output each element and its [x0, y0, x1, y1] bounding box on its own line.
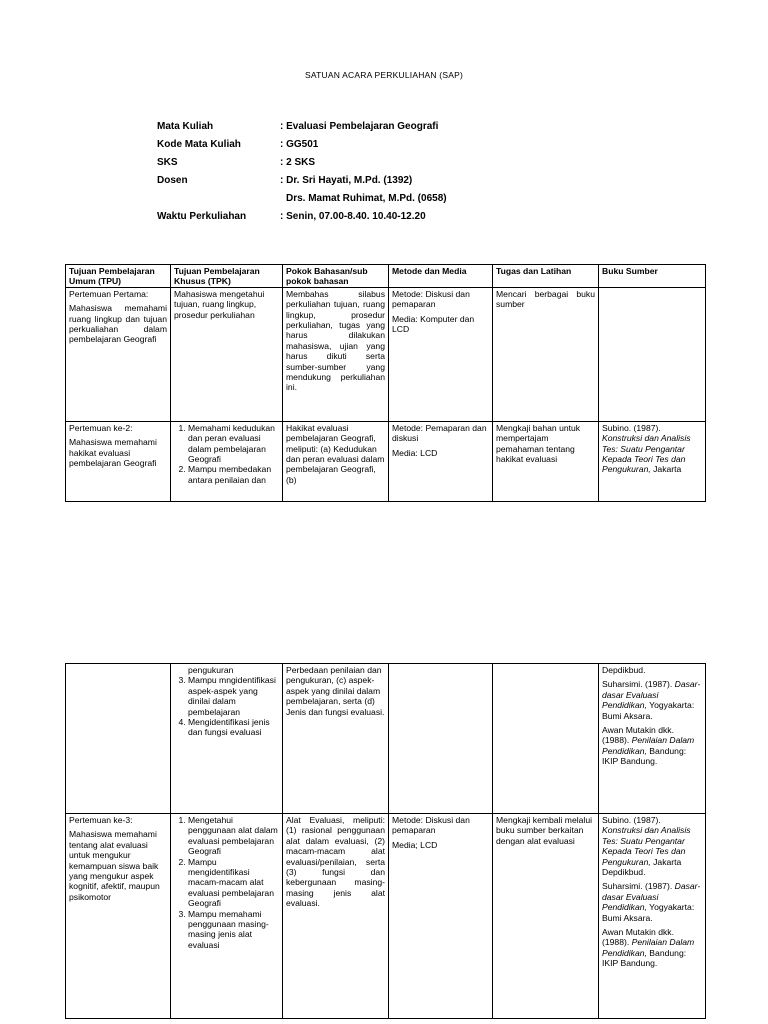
- row3-buku-1: Depdikbud.: [602, 665, 646, 675]
- row4-metode-1: Metode: Diskusi dan pemaparan: [392, 815, 470, 836]
- mata-kuliah-label: Mata Kuliah: [157, 121, 214, 132]
- row4-tpu-body: Mahasiswa memahami tentang alat evaluasi untuk mengukur kemampuan siswa baik yang mengukur aspek kognitif, afektif, maupun psikomotor: [69, 829, 160, 902]
- row1-tugas: Mencari berbagai buku sumber: [493, 287, 599, 421]
- dosen-value-2: Drs. Mamat Ruhimat, M.Pd. (0658): [286, 193, 447, 204]
- header-metode: Metode dan Media: [389, 265, 493, 288]
- row4-tpk-item-1: 1. Mengetahui penggunaan alat dalam evaluasi pembelajaran Geografi: [188, 815, 279, 857]
- row2-tpk: [171, 421, 283, 501]
- row2-buku: [599, 421, 706, 501]
- header-tpu: Tujuan Pembelajaran Umum (TPU): [66, 265, 171, 288]
- row4-pokok: Alat Evaluasi, meliputi: (1) rasional penggunaan alat dalam evaluasi, (2) macam-macam alat evaluasi/penilaian, serta (3) fungsi dan kebergunaan masing-masing jenis alat evaluasi.: [283, 814, 389, 1019]
- row3-buku-3-italic: Penilaian Dalam Pendidikan,: [602, 735, 695, 756]
- row3-buku-2-italic: Dasar-dasar Evaluasi Pendidikan,: [602, 679, 701, 711]
- row2-tpk-item-2: 2. Mampu membedakan antara penilaian dan: [188, 464, 279, 485]
- row1-tpk: Mahasiswa mengetahui tujuan, ruang lingkup, prosedur perkuliahan: [171, 287, 283, 421]
- row2-pokok: Hakikat evaluasi pembelajaran Geografi, meliputi: (a) Kedudukan dan peran evaluasi dalam pembelajaran Geografi, (b): [283, 421, 389, 501]
- row3-tpk-item-4: 4. Mengidentifikasi jenis dan fungsi evaluasi: [188, 717, 279, 738]
- header-pokok: Pokok Bahasan/sub pokok bahasan: [283, 265, 389, 288]
- sks-label: SKS: [157, 157, 178, 168]
- row3-buku-3-tail: Bandung: IKIP Bandung.: [602, 745, 687, 767]
- dosen-label: Dosen: [157, 175, 188, 186]
- row4-tpu-head: Pertemuan ke-3:: [69, 815, 133, 825]
- header-tugas: Tugas dan Latihan: [493, 265, 599, 288]
- row2-tpu-body: Mahasiswa memahami hakikat evaluasi pembelajaran Geografi: [69, 437, 157, 469]
- sap-table-page-2: [65, 663, 706, 1019]
- row2-metode-2: Media: LCD: [392, 447, 438, 458]
- row4-buku-2-plain: Suharsimi. (1987).: [602, 881, 675, 892]
- row3-pokok: Perbedaan penilaian dan pengukuran, (c) aspek-aspek yang dinilai dalam pembelajaran, serta (d) Jenis dan fungsi evaluasi.: [283, 664, 389, 814]
- row2-tpk-item-1: 1. Memahami kedudukan dan peran evaluasi dalam pembelajaran Geografi: [188, 423, 279, 465]
- row3-buku-2-plain: Suharsimi. (1987).: [602, 679, 675, 690]
- row4-metode-2: Media; LCD: [392, 839, 438, 850]
- table-row: [66, 287, 706, 421]
- row1-metode-2: Media: Komputer dan LCD: [392, 313, 475, 335]
- row4-tpk: [171, 814, 283, 1019]
- row4-buku-3-italic: Penilaian Dalam Pendidikan,: [602, 937, 695, 958]
- row1-tpu: [66, 287, 171, 421]
- row4-tpu: [66, 814, 171, 1019]
- kode-value: : GG501: [280, 139, 319, 150]
- row4-buku-2-tail: Yogyakarta: Bumi Aksara.: [602, 902, 695, 923]
- row1-metode-1: Metode: Diskusi dan pemaparan: [392, 288, 470, 310]
- row4-tpk-item-3: 3. Mampu memahami penggunaan masing-masing jenis alat evaluasi: [188, 909, 279, 951]
- row4-buku-2: [602, 881, 702, 923]
- row1-tpu-body: Mahasiswa memahami ruang lingkup dan tujuan perkualiahan dalam pembelajaran Geografi: [69, 303, 167, 345]
- document-title: SATUAN ACARA PERKULIAHAN (SAP): [305, 70, 463, 80]
- row4-buku-3-plain: Awan Mutakin dkk. (1988).: [602, 927, 674, 948]
- table-header-row: [66, 265, 706, 288]
- row3-buku-2: [602, 679, 702, 721]
- row2-buku-italic: Konstruksi dan Analisis Tes: Suatu Pengantar Kepada Teori Tes dan Pengukuran,: [602, 433, 691, 475]
- row4-buku-3-tail: Bandung: IKIP Bandung.: [602, 947, 687, 969]
- row2-tpu-head: Pertemuan ke-2:: [69, 422, 133, 433]
- row4-buku-1-plain: Subino. (1987).: [602, 815, 661, 825]
- dosen-value-1: : Dr. Sri Hayati, M.Pd. (1392): [280, 175, 413, 186]
- row2-tpu: [66, 421, 171, 501]
- row4-buku-1: [602, 815, 702, 877]
- row4-buku-1-tail: Jakarta Depdikbud.: [602, 856, 682, 878]
- row3-tpk-item-3: 3. Mampu mngidentifikasi aspek-aspek yang dinilai dalam pembelajaran: [188, 675, 279, 717]
- row4-tugas: Mengkaji kembali melalui buku sumber berkaitan dengan alat evaluasi: [493, 814, 599, 1019]
- row4-buku-3: [602, 927, 702, 969]
- row4-buku: [599, 814, 706, 1019]
- row3-tpk: [171, 664, 283, 814]
- kode-label: Kode Mata Kuliah: [157, 139, 241, 150]
- row3-buku: [599, 664, 706, 814]
- table-row: [66, 664, 706, 814]
- row3-tpk-cont: pengukuran: [188, 665, 234, 675]
- waktu-value: : Senin, 07.00-8.40. 10.40-12.20: [280, 211, 426, 222]
- row1-buku: [599, 287, 706, 421]
- sap-table-page-1: [65, 264, 706, 502]
- header-buku: Buku Sumber: [599, 265, 706, 288]
- row4-tpk-item-2: 2. Mampu mengidentifikasi macam-macam alat evaluasi pembelajaran Geografi: [188, 857, 279, 909]
- row3-buku-3: [602, 725, 702, 767]
- row2-metode: [389, 421, 493, 501]
- row3-tugas: [493, 664, 599, 814]
- table-row: [66, 814, 706, 1019]
- row4-buku-1-italic: Konstruksi dan Analisis Tes: Suatu Pengantar Kepada Teori Tes dan Pengukuran,: [602, 825, 691, 867]
- row2-tugas: Mengkaji bahan untuk mempertajam pemahaman tentang hakikat evaluasi: [493, 421, 599, 501]
- mata-kuliah-value: : Evaluasi Pembelajaran Geografi: [280, 121, 439, 132]
- row3-metode: [389, 664, 493, 814]
- row3-tpu: [66, 664, 171, 814]
- row3-buku-3-plain: Awan Mutakin dkk. (1988).: [602, 725, 674, 746]
- sks-value: : 2 SKS: [280, 157, 316, 168]
- row2-buku-tail: Jakarta: [650, 464, 682, 475]
- waktu-label: Waktu Perkuliahan: [157, 211, 247, 222]
- row4-buku-2-italic: Dasar-dasar Evaluasi Pendidikan,: [602, 881, 701, 913]
- header-tpk: Tujuan Pembelajaran Khusus (TPK): [171, 265, 283, 288]
- row3-buku-2-tail: Yogyakarta: Bumi Aksara.: [602, 700, 695, 721]
- row4-metode: [389, 814, 493, 1019]
- row1-metode: [389, 287, 493, 421]
- row2-buku-plain: Subino. (1987).: [602, 422, 661, 433]
- row1-tpu-head: Pertemuan Pertama:: [69, 288, 149, 299]
- table-row: [66, 421, 706, 501]
- row2-metode-1: Metode: Pemaparan dan diskusi: [392, 422, 487, 444]
- row1-pokok: Membahas silabus perkuliahan tujuan, ruang lingkup, prosedur perkuliahan, tugas yang harus dilakukan mahasiswa, ujian yang harus dikuti serta sumber-sumber yang mendukung perkuliahan ini.: [283, 287, 389, 421]
